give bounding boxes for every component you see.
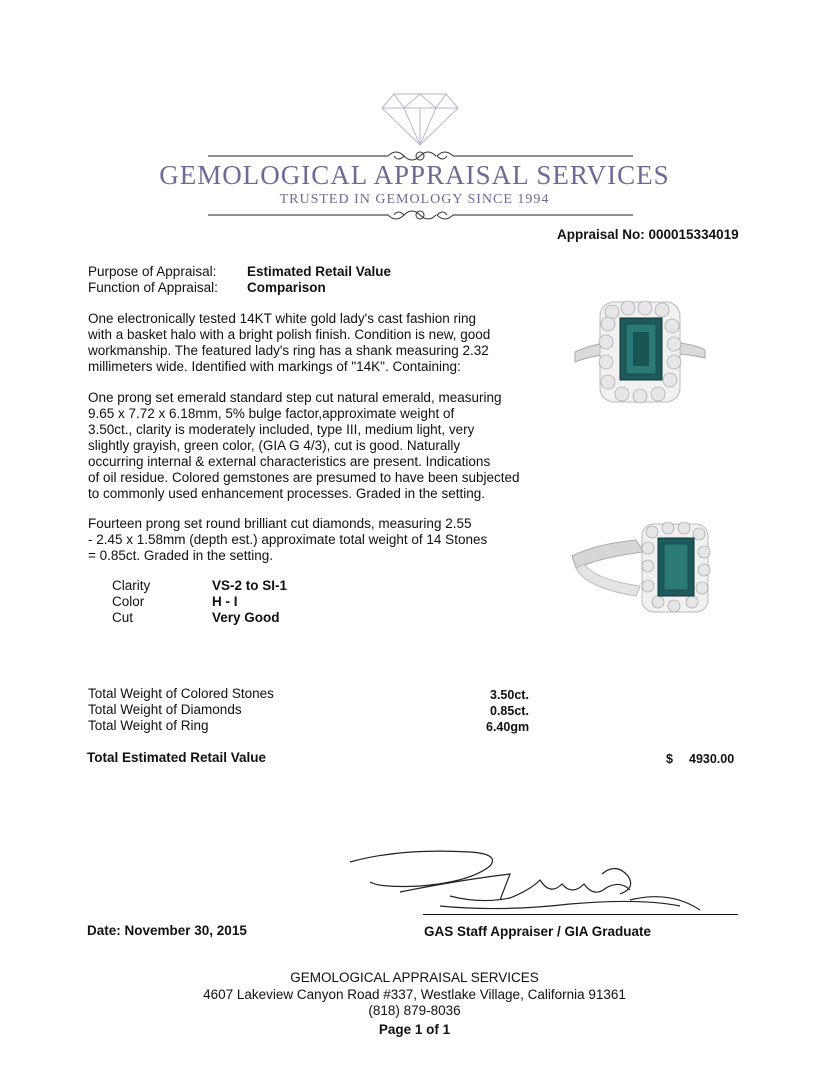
page-number: Page 1 of 1	[378, 1022, 451, 1037]
grade-value: VS-2 to SI-1	[212, 578, 288, 593]
company-tagline: TRUSTED IN GEMOLOGY SINCE 1994	[279, 192, 550, 207]
emerald-description	[88, 390, 538, 502]
diamond-icon	[380, 92, 460, 147]
text-line: 9.65 x 7.72 x 6.18mm, 5% bulge factor,approximate weight of	[88, 406, 455, 421]
function-label: Function of Appraisal:	[88, 280, 218, 295]
grades-table	[112, 578, 362, 630]
purpose-value: Estimated Retail Value	[247, 264, 392, 279]
retail-currency: $	[666, 752, 673, 766]
text-line: = 0.85ct. Graded in the setting.	[88, 548, 273, 563]
ring-photo-top	[570, 290, 710, 410]
text-line: 3.50ct., clarity is moderately included, type III, medium light, very	[88, 422, 475, 437]
logo	[0, 0, 829, 230]
function-value: Comparison	[247, 280, 326, 295]
text-line: workmanship. The featured lady's ring has a shank measuring 2.32	[88, 343, 489, 358]
total-value: 6.40gm	[486, 720, 530, 734]
total-value: 3.50ct.	[490, 688, 529, 702]
total-label: Total Weight of Colored Stones	[88, 686, 274, 701]
total-label: Total Weight of Ring	[88, 718, 209, 733]
footer-address: 4607 Lakeview Canyon Road #337, Westlake Village, California 91361	[203, 987, 626, 1002]
company-title: GEMOLOGICAL APPRAISAL SERVICES	[159, 160, 670, 190]
retail-value-label: Total Estimated Retail Value	[87, 750, 267, 765]
signature	[340, 840, 740, 920]
text-line: occurring internal & external characteristics are present. Indications	[88, 454, 491, 469]
signature-line	[423, 914, 738, 915]
footer-phone: (818) 879-8036	[368, 1003, 461, 1018]
signer-title: GAS Staff Appraiser / GIA Graduate	[424, 924, 652, 939]
total-label: Total Weight of Diamonds	[88, 702, 242, 717]
text-line: One prong set emerald standard step cut natural emerald, measuring	[88, 390, 502, 405]
grade-value: H - I	[212, 594, 238, 609]
text-line: slightly grayish, green color, (GIA G 4/3), cut is good. Naturally	[88, 438, 461, 453]
text-line: with a basket halo with a bright polish finish. Condition is new, good	[88, 327, 491, 342]
footer-company: GEMOLOGICAL APPRAISAL SERVICES	[290, 970, 539, 985]
text-line: millimeters wide. Identified with markings of "14K". Containing:	[88, 359, 461, 374]
purpose-label: Purpose of Appraisal:	[88, 264, 217, 279]
ring-photo-side	[566, 518, 716, 618]
grade-label: Color	[112, 594, 145, 609]
text-line: to commonly used enhancement processes. Graded in the setting.	[88, 486, 485, 501]
grade-label: Cut	[112, 610, 134, 625]
ring-description	[88, 311, 538, 375]
grade-value: Very Good	[212, 610, 280, 625]
totals-table	[88, 686, 548, 736]
appraisal-number: Appraisal No: 000015334019	[557, 227, 739, 242]
text-line: One electronically tested 14KT white gold lady's cast fashion ring	[88, 311, 477, 326]
text-line: Fourteen prong set round brilliant cut diamonds, measuring 2.55	[88, 516, 472, 531]
text-line: - 2.45 x 1.58mm (depth est.) approximate total weight of 14 Stones	[88, 532, 488, 547]
total-value: 0.85ct.	[490, 704, 529, 718]
bottom-ornament-line	[208, 205, 633, 225]
diamond-description	[88, 516, 538, 564]
text-line: of oil residue. Colored gemstones are presumed to have been subjected	[88, 470, 520, 485]
appraisal-date: Date: November 30, 2015	[87, 923, 247, 938]
grade-label: Clarity	[112, 578, 151, 593]
retail-amount: 4930.00	[689, 752, 735, 766]
